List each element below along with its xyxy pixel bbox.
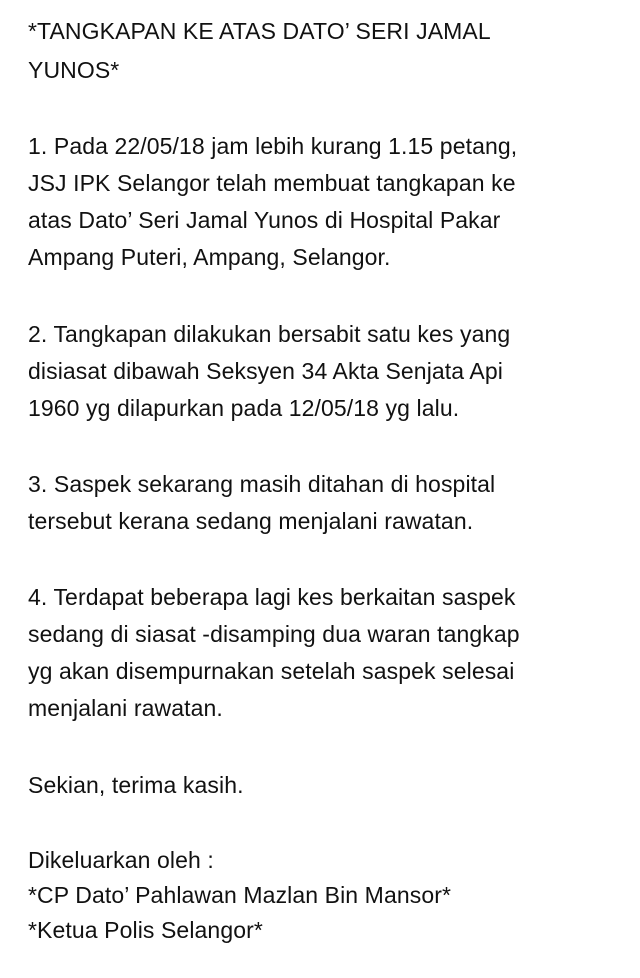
paragraph-2-line-2: disiasat dibawah Seksyen 34 Akta Senjata Api bbox=[28, 358, 503, 384]
paragraph-4-line-3: yg akan disempurnakan setelah saspek selesai bbox=[28, 658, 515, 684]
paragraph-3-line-2: tersebut kerana sedang menjalani rawatan. bbox=[28, 508, 474, 534]
paragraph-3-line-1: 3. Saspek sekarang masih ditahan di hospital bbox=[28, 471, 496, 497]
document-title-line-2: YUNOS* bbox=[28, 57, 120, 83]
document-title-line-1: *TANGKAPAN KE ATAS DATO’ SERI JAMAL bbox=[28, 18, 491, 44]
paragraph-4-line-2: sedang di siasat -disamping dua waran tangkap bbox=[28, 621, 520, 647]
issued-by-label: Dikeluarkan oleh : bbox=[28, 847, 214, 873]
paragraph-4-line-4: menjalani rawatan. bbox=[28, 695, 223, 721]
paragraph-1-line-1: 1. Pada 22/05/18 jam lebih kurang 1.15 petang, bbox=[28, 133, 518, 159]
paragraph-4-line-1: 4. Terdapat beberapa lagi kes berkaitan saspek bbox=[28, 584, 516, 610]
closing-text: Sekian, terima kasih. bbox=[28, 772, 244, 798]
paragraph-1-line-4: Ampang Puteri, Ampang, Selangor. bbox=[28, 244, 391, 270]
issuer-position: *Ketua Polis Selangor* bbox=[28, 917, 263, 943]
issuer-name: *CP Dato’ Pahlawan Mazlan Bin Mansor* bbox=[28, 882, 452, 908]
paragraph-2-line-1: 2. Tangkapan dilakukan bersabit satu kes yang bbox=[28, 321, 511, 347]
paragraph-2-line-3: 1960 yg dilapurkan pada 12/05/18 yg lalu. bbox=[28, 395, 460, 421]
paragraph-1-line-3: atas Dato’ Seri Jamal Yunos di Hospital Pakar bbox=[28, 207, 501, 233]
paragraph-1-line-2: JSJ IPK Selangor telah membuat tangkapan ke bbox=[28, 170, 516, 196]
